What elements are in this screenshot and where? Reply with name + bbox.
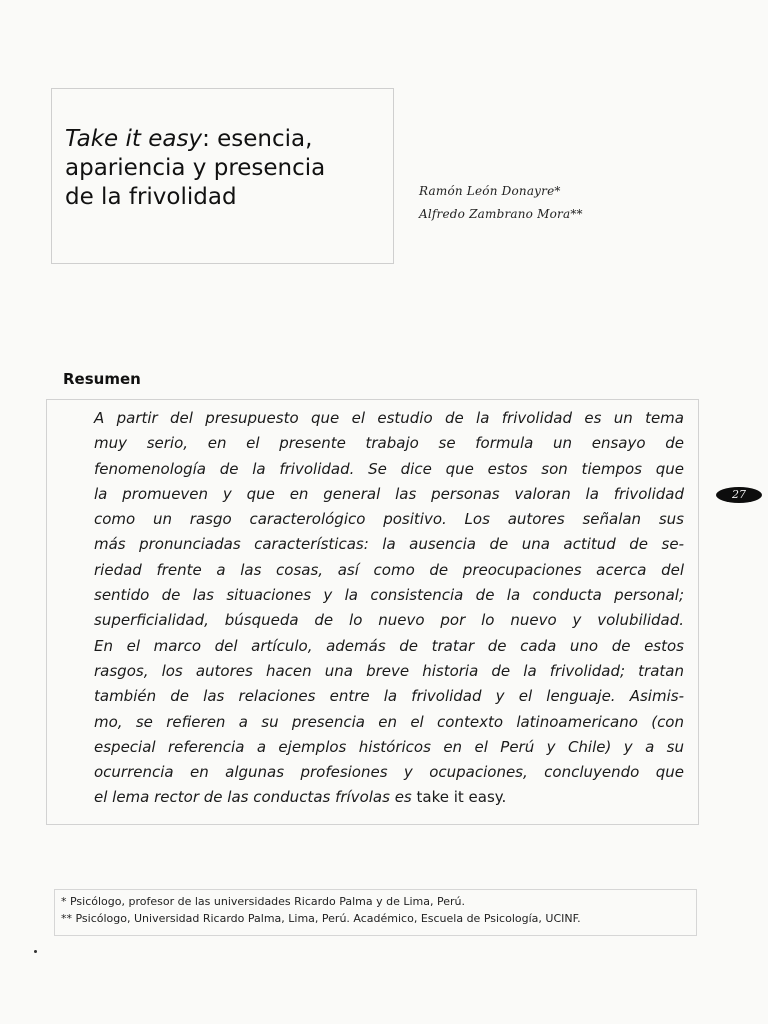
abstract-line: la promueven y que en general las personas valoran la frivolidad xyxy=(94,484,684,503)
title-line-1 xyxy=(65,125,325,154)
footnote-list xyxy=(61,893,581,927)
title-line-3: de la frivolidad xyxy=(65,184,237,210)
article-title xyxy=(65,125,325,212)
page-number-badge: 27 xyxy=(716,487,762,503)
abstract-line: En el marco del artículo, además de tratar de cada uno de estos xyxy=(94,636,684,655)
title-box xyxy=(51,88,394,264)
abstract-text xyxy=(94,406,684,811)
abstract-line: riedad frente a las cosas, así como de preocupaciones acerca del xyxy=(94,560,684,579)
abstract-line: rasgos, los autores hacen una breve historia de la frivolidad; tratan xyxy=(94,661,684,680)
author-list xyxy=(419,180,583,226)
abstract-line: superficialidad, búsqueda de lo nuevo por lo nuevo y volubilidad. xyxy=(94,611,684,630)
abstract-line: ocurrencia en algunas profesiones y ocupaciones, concluyendo que xyxy=(94,763,684,782)
title-line-2: apariencia y presencia xyxy=(65,155,326,181)
abstract-last-line-upright: take it easy. xyxy=(416,788,507,807)
abstract-line: como un rasgo caracterológico positivo. Los autores señalan sus xyxy=(94,510,684,529)
abstract-line: también de las relaciones entre la frivolidad y el lenguaje. Asimis- xyxy=(94,687,684,706)
abstract-last-line xyxy=(94,785,684,810)
author-1: Ramón León Donayre* xyxy=(419,184,561,198)
abstract-line: sentido de las situaciones y la consistencia de la conducta personal; xyxy=(94,586,684,605)
abstract-line: mo, se refieren a su presencia en el contexto latinoamericano (con xyxy=(94,712,684,731)
author-2: Alfredo Zambrano Mora** xyxy=(419,207,583,221)
abstract-box xyxy=(46,399,699,825)
footnote-1: * Psicólogo, profesor de las universidades Ricardo Palma y de Lima, Perú. xyxy=(61,895,465,908)
title-line-1-rest: : esencia, xyxy=(202,126,313,152)
scan-speck xyxy=(34,950,37,953)
abstract-last-line-italic: el lema rector de las conductas frívolas es xyxy=(94,788,417,807)
abstract-line: especial referencia a ejemplos históricos en el Perú y Chile) y a su xyxy=(94,737,684,756)
abstract-heading: Resumen xyxy=(63,370,141,388)
title-italic-phrase: Take it easy xyxy=(65,126,203,152)
abstract-line: fenomenología de la frivolidad. Se dice que estos son tiempos que xyxy=(94,459,684,478)
footnote-box xyxy=(54,889,697,936)
abstract-line: muy serio, en el presente trabajo se formula un ensayo de xyxy=(94,434,684,453)
abstract-line: A partir del presupuesto que el estudio de la frivolidad es un tema xyxy=(94,409,684,427)
abstract-line: más pronunciadas características: la ausencia de una actitud de se- xyxy=(94,535,684,554)
footnote-2: ** Psicólogo, Universidad Ricardo Palma, Lima, Perú. Académico, Escuela de Psicología, UCINF. xyxy=(61,912,581,925)
